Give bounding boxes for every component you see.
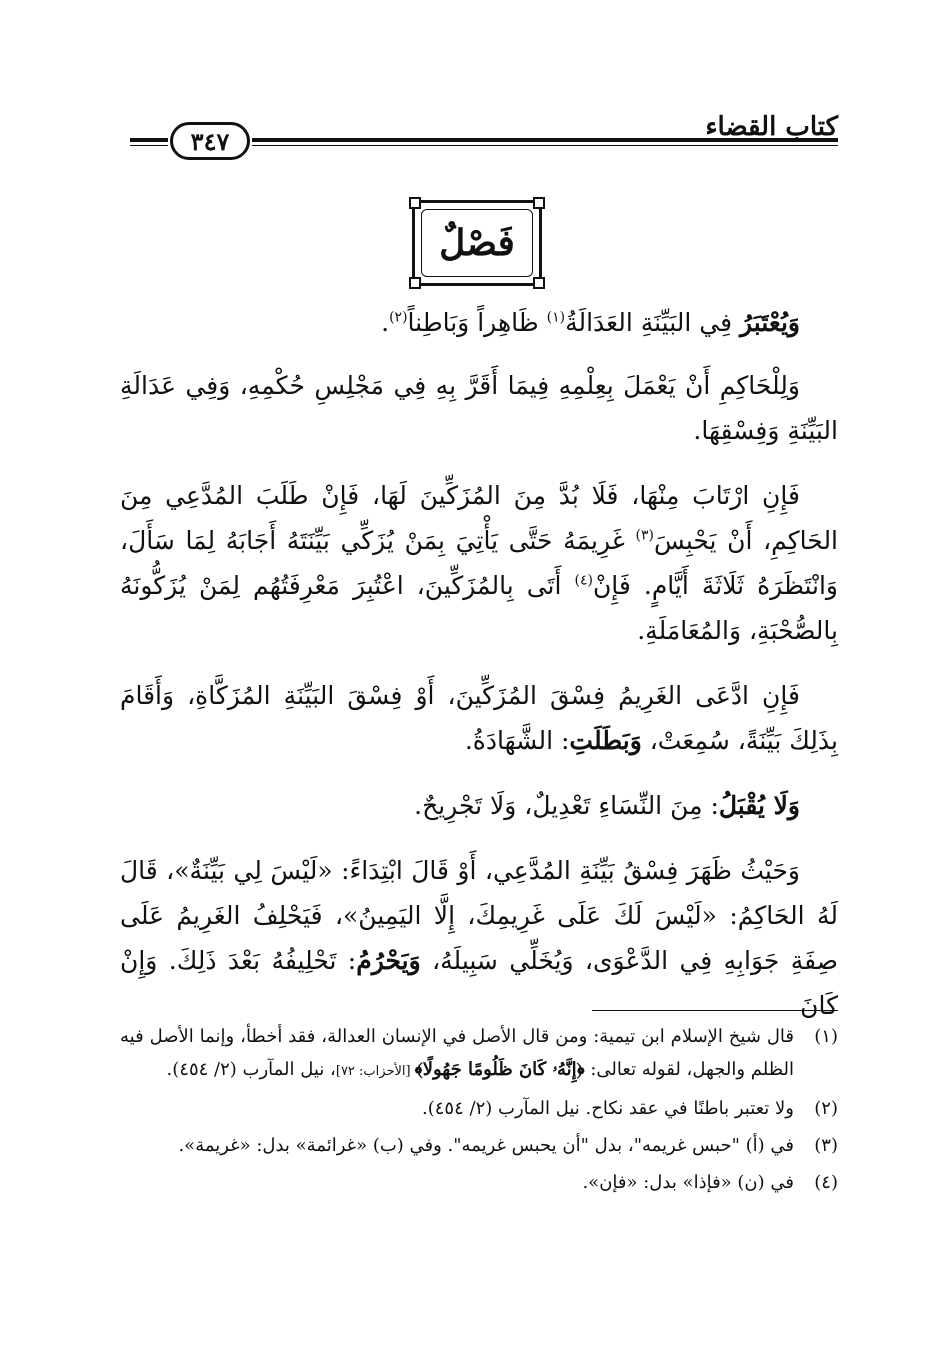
paragraph-4 <box>120 673 838 763</box>
footnote-ref[interactable]: (١) <box>546 309 566 326</box>
text-run: فِي البَيِّنَةِ العَدَالَةُ <box>565 308 741 337</box>
footnote-text: ولا تعتبر باطنًا في عقد نكاح. نيل المآرب (٢/ ٤٥٤). <box>422 1098 794 1119</box>
frame-corner <box>533 197 545 209</box>
section-heading-frame <box>412 200 542 286</box>
page-header <box>120 108 838 160</box>
text-run: ، نيل المآرب (٢/ ٤٥٤). <box>166 1059 336 1080</box>
text-run: . <box>381 308 390 337</box>
text-run: فَإِنِ ارْتَابَ مِنْهَا، فَلَا بُدَّ مِنَ المُزَكِّينَ لَهَا، فَإِنْ طَلَبَ المُدَّعِي مِنَ الحَاكِمِ، أَنْ يَحْبِسَ <box>120 481 839 555</box>
paragraph-1 <box>120 300 838 345</box>
text-run: غَرِيمَهُ حَتَّى يَأْتِيَ بِمَنْ يُزَكِّي بَيِّنَتَهُ أَجَابَهُ لِمَا سَأَلَ، وَانْتَظَرَهُ ثَلَاثَةَ أَيَّامٍ. فَإِنْ <box>120 526 838 600</box>
footnotes <box>120 1020 838 1203</box>
section-title: فَصْلٌ <box>439 222 515 264</box>
footnote-number: (٢) <box>814 1098 838 1119</box>
text-run: وَلِلْحَاكِمِ أَنْ يَعْمَلَ بِعِلْمِهِ فِيمَا أَقَرَّ بِهِ فِي مَجْلِسِ حُكْمِهِ، وَفِي عَدَالَةِ البَيِّنَةِ وَفِسْقِهَا. <box>120 371 838 445</box>
paragraph-3 <box>120 473 838 653</box>
footnote-number: (١) <box>814 1026 838 1047</box>
main-text <box>120 300 838 1048</box>
frame-corner <box>533 277 545 289</box>
header-rule <box>252 138 838 146</box>
text-run: وَحَيْثُ ظَهَرَ فِسْقُ بَيِّنَةِ المُدَّعِي، أَوْ قَالَ ابْتِدَاءً: «لَيْسَ لِي بَيِّنَةٌ»، قَالَ لَهُ الحَاكِمُ: «لَيْسَ لَكَ عَلَى غَرِيمِكَ، إِلَّا اليَمِينُ»، فَيَحْلِفُ الغَرِيمُ عَلَى صِفَةِ جَوَابِهِ فِي الدَّعْوَى، وَيُخَلِّي سَبِيلَهُ، <box>120 856 838 975</box>
text-run: : الشَّهَادَةُ. <box>464 726 570 755</box>
section-heading-inner <box>421 209 533 277</box>
header-rule-short <box>130 138 168 146</box>
footnote-ref[interactable]: (٢) <box>389 309 408 326</box>
paragraph-2 <box>120 363 838 453</box>
book-title: كتاب القضاء <box>705 112 838 142</box>
verse-reference: [الأحزاب: ٧٢] <box>335 1064 415 1079</box>
footnote-number: (٤) <box>814 1172 838 1193</box>
footnote-ref[interactable]: (٤) <box>574 572 593 589</box>
text-run: فَإِنِ ادَّعَى الغَرِيمُ فِسْقَ المُزَكِّينَ، أَوْ فِسْقَ البَيِّنَةِ المُزَكَّاةِ، وَأَقَامَ بِذَلِكَ بَيِّنَةً، سُمِعَتْ، <box>120 681 838 755</box>
footnote-text: في (أ) "حبس غريمه"، بدل "أن يحبس غريمه". وفي (ب) «غرائمة» بدل: «غريمة». <box>178 1135 794 1156</box>
frame-corner <box>409 197 421 209</box>
lead-word: وَلَا يُقْبَلُ <box>718 791 800 820</box>
text-run: أَتَى بِالمُزَكِّينَ، اعْتُبِرَ مَعْرِفَتُهُم لِمَنْ يُزَكُّونَهُ بِالصُّحْبَةِ، وَالمُعَامَلَةِ. <box>120 571 838 645</box>
text-run: : مِنَ النِّسَاءِ تَعْدِيلٌ، وَلَا تَجْرِيحٌ. <box>414 791 719 820</box>
text-run: ظَاهِراً وَبَاطِناً <box>407 308 547 337</box>
footnote-text: في (ن) «فإذا» بدل: «فإن». <box>582 1172 794 1193</box>
page-number: ٣٤٧ <box>170 122 250 160</box>
bold-word: وَبَطَلَتِ <box>569 726 642 755</box>
lead-word: وَيُعْتَبَرُ <box>740 308 800 337</box>
footnote-3 <box>120 1129 838 1162</box>
footnote-1 <box>120 1020 838 1088</box>
footnote-number: (٣) <box>814 1135 838 1156</box>
footnote-4 <box>120 1166 838 1199</box>
footnote-text <box>120 1020 794 1088</box>
quran-verse: ﴿إِنَّهُۥ كَانَ ظَلُومًا جَهُولًا﴾ <box>414 1059 585 1080</box>
footnote-ref[interactable]: (٣) <box>635 527 654 544</box>
paragraph-5 <box>120 783 838 828</box>
footnote-2 <box>120 1092 838 1125</box>
frame-corner <box>409 277 421 289</box>
footnote-separator <box>592 1010 838 1011</box>
text-run: قال شيخ الإسلام ابن تيمية: ومن قال الأصل في الإنسان العدالة، فقد أخطأ، وإنما الأصل فيه الظلم والجهل، لقوله تعالى: <box>120 1026 794 1080</box>
bold-word: وَيَحْرُمُ <box>356 946 421 975</box>
text-run: : تَحْلِيفُهُ بَعْدَ ذَلِكَ. وَإِنْ كَانَ <box>120 946 838 1020</box>
paragraph-6 <box>120 848 838 1028</box>
